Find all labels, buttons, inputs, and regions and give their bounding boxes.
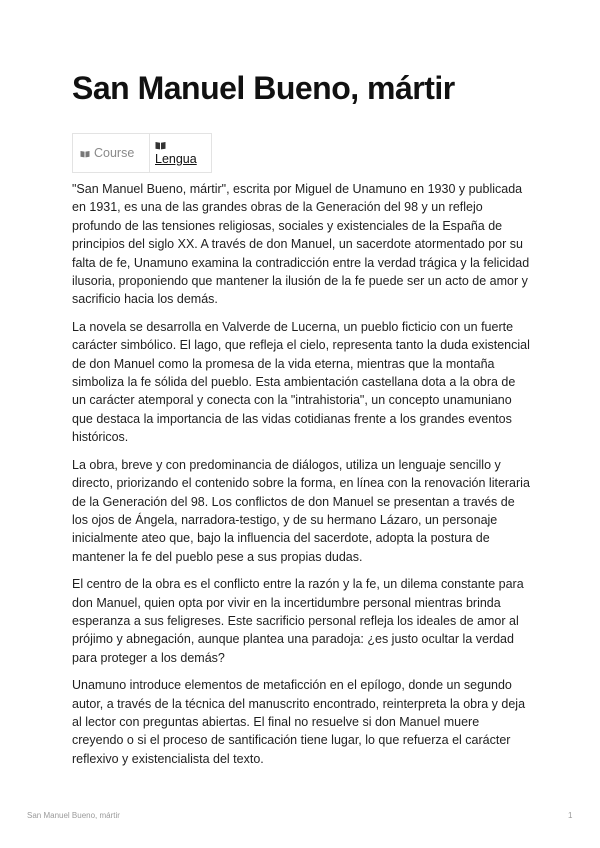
- property-key-label: Course: [94, 146, 135, 160]
- book-icon: [80, 150, 90, 158]
- course-link[interactable]: Lengua: [155, 151, 197, 166]
- document-body: [72, 180, 530, 777]
- property-value-course[interactable]: [150, 134, 212, 173]
- properties-table: [72, 133, 212, 173]
- property-row-course: [73, 134, 212, 173]
- paragraph: El centro de la obra es el conflicto entre la razón y la fe, un dilema constante para don Manuel, quien opta por vivir en la incertidumbre personal mientras brinda esperanza a sus feligreses. Este sacrificio personal refleja los ideales de amor al prójimo y abnegación, aunque plantea una paradoja: ¿es justo ocultar la verdad para proteger a los demás?: [72, 577, 524, 665]
- paragraph: "San Manuel Bueno, mártir", escrita por Miguel de Unamuno en 1930 y publicada en 1931, es una de las grandes obras de la Generación del 98 y un reflejo profundo de las tensiones religiosas, sociales y existenciales de la España de principios del siglo XX. A través de don Manuel, un sacerdote atormentado por su falta de fe, Unamuno examina la contradicción entre la verdad trágica y la felicidad ilusoria, proponiendo que mantener la ilusión de la fe puede ser un acto de amor y sacrificio hacia los demás.: [72, 182, 530, 307]
- paragraph: La novela se desarrolla en Valverde de Lucerna, un pueblo ficticio con un fuerte carácter simbólico. El lago, que refleja el cielo, representa tanto la duda existencial de don Manuel como la promesa de la vida eterna, mientras que la montaña simboliza la fe sólida del pueblo. Esta ambientación castellana dota a la obra de un carácter atemporal y conecta con la "intrahistoria", un concepto unamuniano que destaca la importancia de las vidas cotidianas frente a los grandes eventos históricos.: [72, 319, 530, 445]
- paragraph: La obra, breve y con predominancia de diálogos, utiliza un lenguaje sencillo y directo, priorizando el contenido sobre la forma, en línea con la renovación literaria de la Generación del 98. Los conflictos de don Manuel se presentan a través de los ojos de Ángela, narradora-testigo, y de su hermano Lázaro, un personaje inicialmente ateo que, bajo la influencia del sacerdote, adopta la postura de mantener la fe del pueblo pese a sus propias dudas.: [72, 457, 530, 564]
- book-icon: [155, 141, 166, 150]
- page-title: San Manuel Bueno, mártir: [72, 70, 455, 106]
- property-key-course: [73, 134, 150, 173]
- paragraph: Unamuno introduce elementos de metaficción en el epílogo, donde un segundo autor, a través de la técnica del manuscrito encontrado, reinterpreta la obra y deja al lector con preguntas abiertas. El final no resuelve si don Manuel muere creyendo o si el proceso de santificación tiene lugar, lo que refuerza el carácter reflexivo y existencialista del texto.: [72, 678, 526, 766]
- footer-page-number: 1: [568, 811, 573, 820]
- footer-title: San Manuel Bueno, mártir: [27, 811, 120, 820]
